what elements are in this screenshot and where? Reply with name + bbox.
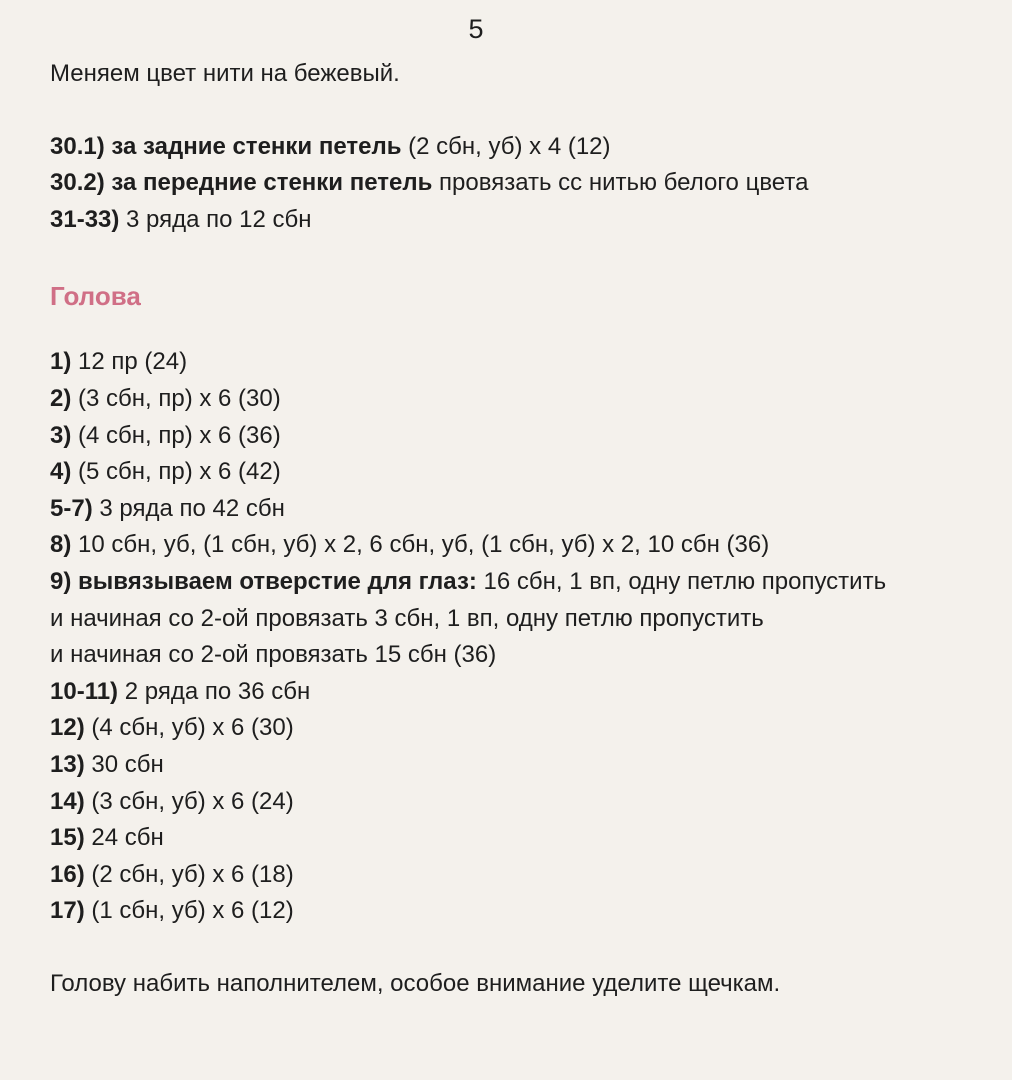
- row-instruction: (4 сбн, пр) х 6 (36): [71, 421, 281, 449]
- pattern-row: [50, 857, 990, 894]
- pattern-row: [50, 165, 990, 202]
- row-instruction: 12 пр (24): [71, 348, 188, 376]
- pattern-row: [50, 674, 990, 711]
- row-label: 30.2): [50, 169, 105, 197]
- row-instruction-bold: вывязываем отверстие для глаз:: [71, 567, 477, 595]
- row-instruction: 3 ряда по 12 сбн: [119, 205, 312, 233]
- row-instruction: 24 сбн: [84, 824, 164, 852]
- row-label: 1): [50, 348, 72, 376]
- row-instruction: (4 сбн, уб) х 6 (30): [84, 714, 294, 742]
- row-instruction-bold: за задние стенки петель: [104, 132, 402, 160]
- row-label: 16): [50, 860, 85, 888]
- row-instruction: (2 сбн, уб) х 6 (18): [84, 860, 294, 888]
- row-label: 14): [50, 787, 85, 815]
- row-label: 8): [50, 531, 72, 559]
- row-label: 17): [50, 897, 85, 925]
- pattern-row: [50, 454, 990, 491]
- row-label: 31-33): [50, 205, 120, 233]
- row-label: 9): [50, 567, 72, 595]
- row-label: 12): [50, 714, 85, 742]
- pattern-row: [50, 202, 990, 239]
- row-label: 15): [50, 824, 85, 852]
- row-instruction: 2 ряда по 36 сбн: [118, 677, 311, 705]
- pattern-row: [50, 893, 990, 930]
- pattern-row: [50, 710, 990, 747]
- pattern-row: [50, 418, 990, 455]
- row-label: 10-11): [50, 677, 119, 705]
- pattern-row: [50, 527, 990, 564]
- row-instruction: 16 сбн, 1 вп, одну петлю пропустить: [476, 567, 887, 595]
- row-instruction: (1 сбн, уб) х 6 (12): [84, 897, 294, 925]
- row-label: 2): [50, 384, 72, 412]
- row-instruction: (3 сбн, уб) х 6 (24): [84, 787, 294, 815]
- closing-text: Голову набить наполнителем, особое внимание уделите щечкам.: [50, 969, 781, 997]
- pattern-row: [50, 820, 990, 857]
- section-title: Голова: [50, 281, 141, 312]
- row-label: 4): [50, 458, 72, 486]
- row-instruction-bold: за передние стенки петель: [104, 169, 433, 197]
- document-body: [50, 56, 990, 1002]
- pattern-row-continuation: и начиная со 2-ой провязать 15 сбн (36): [50, 641, 497, 669]
- rows-before-list: [50, 129, 990, 239]
- pattern-row-continuation: и начиная со 2-ой провязать 3 сбн, 1 вп, одну петлю пропустить: [50, 604, 764, 632]
- intro-text: Меняем цвет нити на бежевый.: [50, 60, 400, 87]
- pattern-row: [50, 564, 990, 601]
- pattern-row: [50, 784, 990, 821]
- row-instruction: 30 сбн: [84, 750, 164, 778]
- pattern-row: [50, 747, 990, 784]
- pattern-row: [50, 129, 990, 166]
- row-label: 13): [50, 750, 85, 778]
- page-number: 5: [468, 14, 484, 44]
- row-label: 5-7): [50, 494, 93, 522]
- pattern-row: [50, 381, 990, 418]
- row-instruction: (5 сбн, пр) х 6 (42): [71, 458, 281, 486]
- row-label: 3): [50, 421, 72, 449]
- row-instruction: 10 сбн, уб, (1 сбн, уб) х 2, 6 сбн, уб, (1 сбн, уб) х 2, 10 сбн (36): [71, 531, 770, 559]
- pattern-row: [50, 344, 990, 381]
- row-label: 30.1): [50, 132, 105, 160]
- row-instruction: 3 ряда по 42 сбн: [92, 494, 285, 522]
- row-instruction: (3 сбн, пр) х 6 (30): [71, 384, 281, 412]
- head-rows-list: [50, 344, 990, 930]
- row-instruction: провязать сс нитью белого цвета: [432, 169, 809, 197]
- row-instruction: (2 сбн, уб) х 4 (12): [401, 132, 611, 160]
- pattern-row: [50, 491, 990, 528]
